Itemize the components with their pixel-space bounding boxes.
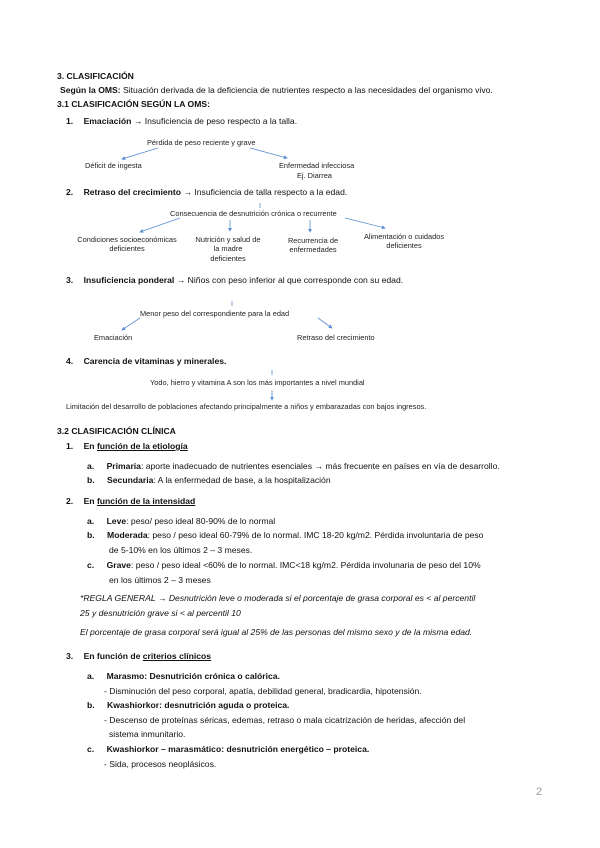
item-text: : aporte inadecuado de nutrientes esenciales → más frecuente en países en vía de desarrollo. bbox=[140, 461, 500, 471]
item-number: 2. bbox=[66, 187, 74, 197]
item-label: Grave bbox=[106, 560, 131, 570]
intensidad-item-b-cont: de 5-10% en los últimos 2 – 3 meses. bbox=[109, 545, 253, 555]
regla-general-1: *REGLA GENERAL → Desnutrición leve o moderada si el porcentaje de grasa corporal es < al percentil bbox=[80, 593, 476, 603]
item-text: : peso/ peso ideal 80-90% de lo normal bbox=[126, 516, 276, 526]
diagram2-center: Consecuencia de desnutrición crónica o recurrente bbox=[170, 209, 337, 218]
diagram3-left: Emaciación bbox=[94, 333, 133, 342]
oms-item-1 bbox=[66, 116, 297, 127]
item-letter: b. bbox=[87, 475, 95, 485]
item-letter: b. bbox=[87, 530, 95, 540]
section-title: 3. CLASIFICACIÓN bbox=[57, 71, 134, 81]
oms-text: Situación derivada de la deficiencia de nutrientes respecto a las necesidades del organismo vivo. bbox=[120, 85, 493, 95]
porcentaje-note: El porcentaje de grasa corporal será igual al 25% de las personas del mismo sexo y de la misma edad. bbox=[80, 627, 473, 637]
item-letter: a. bbox=[87, 461, 95, 471]
etiologia-item-a bbox=[87, 461, 500, 472]
item-letter: a. bbox=[87, 671, 95, 681]
item-title: Kwashiorkor: desnutrición aguda o proteica. bbox=[107, 700, 290, 710]
item-arrow: → bbox=[181, 187, 195, 197]
subsection-title-clinica: 3.2 CLASIFICACIÓN CLÍNICA bbox=[57, 426, 176, 436]
diagram2-branch-2 bbox=[186, 235, 270, 263]
branch-line: Recurrencia de bbox=[287, 236, 339, 245]
oms-item-3 bbox=[66, 275, 403, 286]
item-letter: a. bbox=[87, 516, 95, 526]
branch-line: Alimentación o cuidados bbox=[363, 232, 445, 241]
branch-line: deficientes bbox=[210, 253, 246, 263]
criterios-item-c-detail: - Sida, procesos neoplásicos. bbox=[104, 759, 217, 769]
diagram3-right: Retraso del crecimiento bbox=[297, 333, 375, 342]
branch-line: deficientes bbox=[109, 244, 145, 254]
item-letter: c. bbox=[87, 560, 95, 570]
diagram4-bottom: Limitación del desarrollo de poblaciones afectando principalmente a niños y embarazadas con bajos ingresos. bbox=[66, 402, 427, 411]
heading-prefix: En bbox=[83, 496, 97, 506]
etiologia-item-b bbox=[87, 475, 331, 486]
heading-prefix: En bbox=[83, 441, 97, 451]
item-label: Retraso del crecimiento bbox=[83, 187, 181, 197]
item-letter: b. bbox=[87, 700, 95, 710]
item-arrow: → bbox=[131, 116, 145, 126]
regla-general-2: 25 y desnutrición grave si < al percentil 10 bbox=[80, 608, 241, 618]
item-label: Carencia de vitaminas y minerales. bbox=[83, 356, 227, 366]
item-text: : A la enfermedad de base, a la hospitalización bbox=[153, 475, 331, 485]
item-text: Insuficiencia de talla respecto a la edad. bbox=[194, 187, 348, 197]
subsection-title-oms: 3.1 CLASIFICACIÓN SEGÚN LA OMS: bbox=[57, 99, 210, 109]
item-label: Insuficiencia ponderal bbox=[83, 275, 175, 285]
item-number: 1. bbox=[66, 441, 74, 451]
item-label: Emaciación bbox=[83, 116, 132, 126]
branch-line: Nutrición y salud de bbox=[195, 235, 261, 244]
heading-label: criterios clínicos bbox=[142, 651, 212, 661]
oms-label: Según la OMS: bbox=[60, 85, 121, 95]
criterios-item-b bbox=[87, 700, 289, 711]
diagram4-top: Yodo, hierro y vitamina A son los más importantes a nivel mundial bbox=[150, 378, 365, 387]
intensidad-item-c-cont: en los últimos 2 – 3 meses bbox=[109, 575, 211, 585]
item-number: 1. bbox=[66, 116, 74, 126]
diagram2-branch-1 bbox=[72, 235, 182, 254]
heading-label: función de la etiología bbox=[96, 441, 188, 451]
branch-line: deficientes bbox=[386, 241, 422, 251]
diagram2-branch-4 bbox=[354, 232, 454, 251]
criterios-item-b-detail-1: - Descenso de proteínas séricas, edemas, retraso o mala cicatrización de heridas, afección del bbox=[104, 715, 466, 725]
item-label: Primaria bbox=[106, 461, 141, 471]
item-arrow: → bbox=[174, 275, 188, 285]
item-label: Secundaria bbox=[107, 475, 154, 485]
item-number: 4. bbox=[66, 356, 74, 366]
branch-line: enfermedades bbox=[289, 245, 337, 255]
branch-line: la madre bbox=[213, 244, 243, 254]
item-text: Niños con peso inferior al que corresponde con su edad. bbox=[187, 275, 404, 285]
heading-prefix: En función de bbox=[83, 651, 143, 661]
oms-definition bbox=[60, 85, 493, 96]
page-number: 2 bbox=[536, 786, 543, 798]
oms-item-2 bbox=[66, 187, 347, 198]
branch-line: Condiciones socioeconómicas bbox=[77, 235, 177, 244]
intensidad-item-c bbox=[87, 560, 481, 571]
diagram1-right-2: Ej. Diarrea bbox=[297, 171, 332, 180]
item-number: 2. bbox=[66, 496, 74, 506]
criterios-heading bbox=[66, 651, 211, 662]
criterios-item-c bbox=[87, 744, 369, 755]
diagram1-left: Déficit de ingesta bbox=[85, 161, 142, 170]
intensidad-item-a bbox=[87, 516, 275, 527]
heading-label: función de la intensidad bbox=[96, 496, 196, 506]
item-letter: c. bbox=[87, 744, 95, 754]
diagram2-branch-3 bbox=[280, 236, 346, 255]
criterios-item-b-detail-2: sistema inmunitario. bbox=[109, 729, 186, 739]
item-number: 3. bbox=[66, 651, 74, 661]
criterios-item-a-detail: - Disminución del peso corporal, apatía, debilidad general, bradicardia, hipotensión. bbox=[104, 686, 422, 696]
etiologia-heading bbox=[66, 441, 188, 452]
item-text: : peso / peso ideal 60-79% de lo normal. IMC 18-20 kg/m2. Pérdida involuntaria de peso bbox=[147, 530, 484, 540]
diagram1-right-1: Enfermedad infecciosa bbox=[279, 161, 355, 170]
item-title: Marasmo: Desnutrición crónica o calórica. bbox=[106, 671, 280, 681]
intensidad-item-b bbox=[87, 530, 483, 541]
diagram3-center: Menor peso del correspondiente para la edad bbox=[140, 309, 290, 318]
intensidad-heading bbox=[66, 496, 195, 507]
item-number: 3. bbox=[66, 275, 74, 285]
diagram1-center: Pérdida de peso reciente y grave bbox=[147, 138, 256, 147]
item-title: Kwashiorkor – marasmático: desnutrición energético – proteica. bbox=[106, 744, 370, 754]
oms-item-4 bbox=[66, 356, 226, 367]
criterios-item-a bbox=[87, 671, 280, 682]
item-label: Leve bbox=[106, 516, 127, 526]
item-text: : peso / peso ideal <60% de lo normal. IMC<18 kg/m2. Pérdida involunaria de peso del 10% bbox=[130, 560, 481, 570]
item-label: Moderada bbox=[107, 530, 148, 540]
item-text: Insuficiencia de peso respecto a la talla. bbox=[144, 116, 298, 126]
